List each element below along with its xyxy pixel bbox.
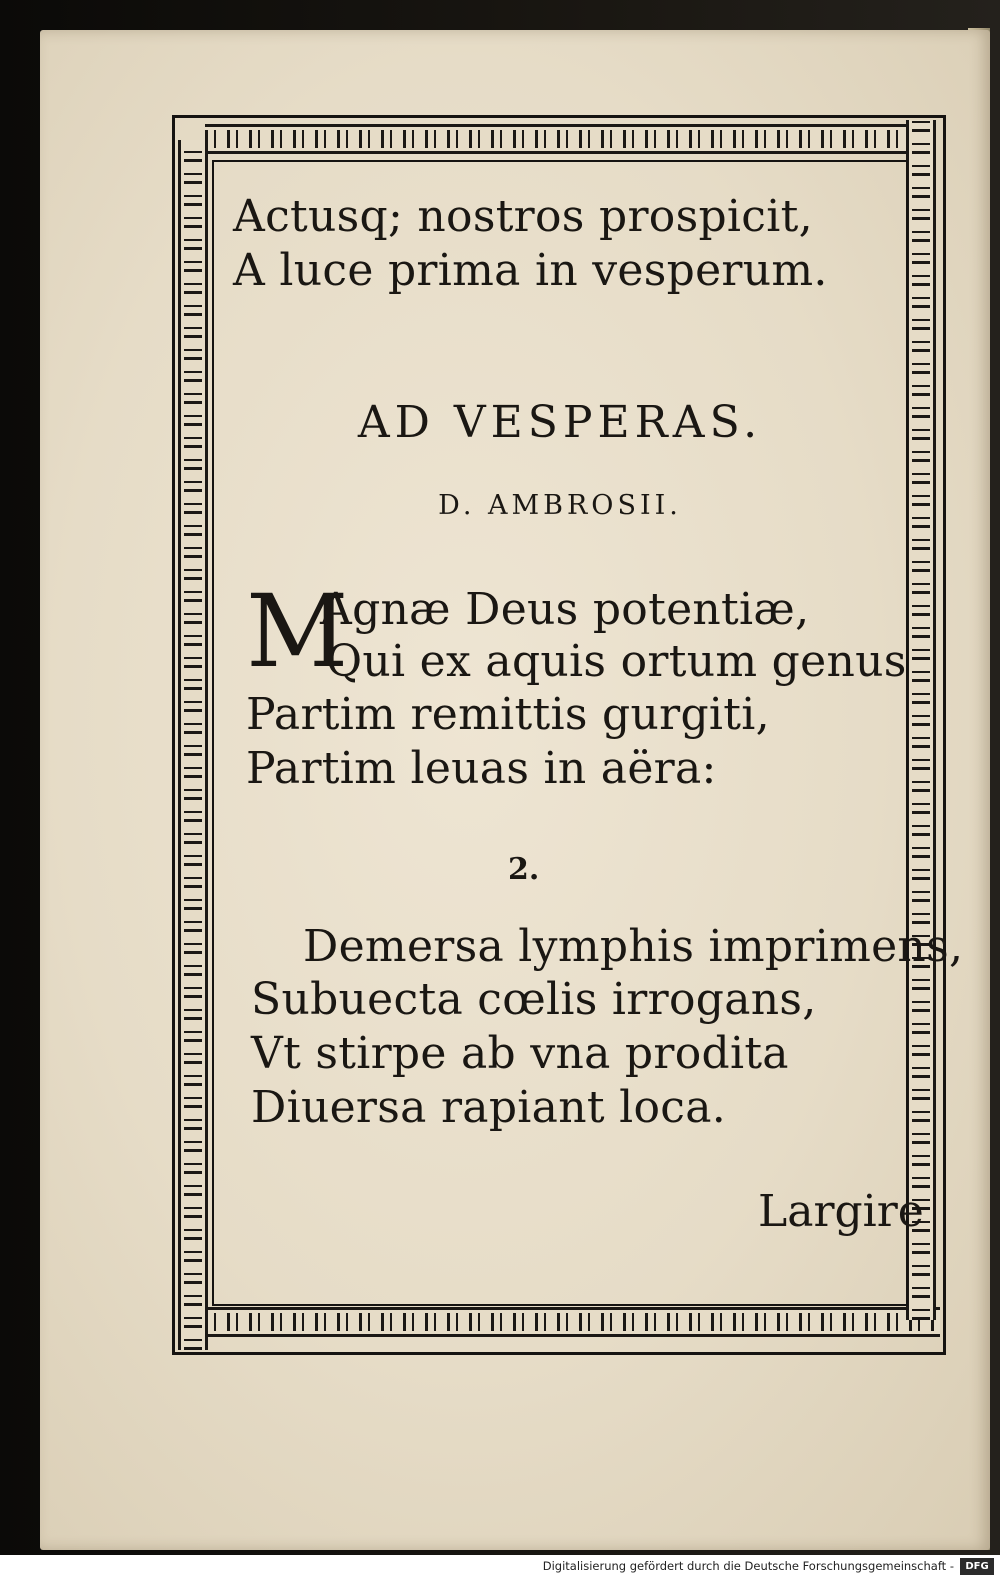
verse-line: Qui ex aquis ortum genus bbox=[326, 636, 907, 687]
ornamental-border-left bbox=[178, 140, 208, 1350]
verse-line: A luce prima in vesperum. bbox=[233, 245, 828, 296]
verse-line: Actusq; nostros prospicit, bbox=[233, 191, 813, 242]
ornamental-border-bottom bbox=[205, 1307, 940, 1337]
ornamental-border-top bbox=[205, 124, 915, 154]
stanza-1 bbox=[246, 688, 770, 796]
verse-continuation bbox=[233, 190, 828, 298]
verse-line: Demersa lymphis imprimens, bbox=[303, 921, 964, 972]
funding-notice: Digitalisierung gefördert durch die Deutsche Forschungsgemeinschaft - bbox=[542, 1559, 954, 1573]
stanza-number: 2. bbox=[508, 852, 540, 887]
verse-line: Subuecta cœlis irrogans, bbox=[251, 974, 817, 1025]
verse-line: Diuersa rapiant loca. bbox=[251, 1082, 727, 1133]
verse-line: Partim remittis gurgiti, bbox=[246, 689, 770, 740]
ornamental-border-right bbox=[906, 120, 936, 1320]
verse-line: Agnæ Deus potentiæ, bbox=[320, 584, 810, 635]
stanza-2 bbox=[251, 973, 817, 1135]
section-subheading: D. AMBROSII. bbox=[438, 490, 682, 521]
verse-line: Vt stirpe ab vna prodita bbox=[251, 1028, 789, 1079]
catchword: Largire bbox=[758, 1186, 924, 1237]
drop-cap: M bbox=[246, 573, 349, 690]
dfg-logo: DFG bbox=[960, 1558, 994, 1575]
verse-line: Partim leuas in aëra: bbox=[246, 743, 717, 794]
footer-bar bbox=[0, 1555, 1000, 1580]
section-heading: AD VESPERAS. bbox=[357, 397, 763, 448]
